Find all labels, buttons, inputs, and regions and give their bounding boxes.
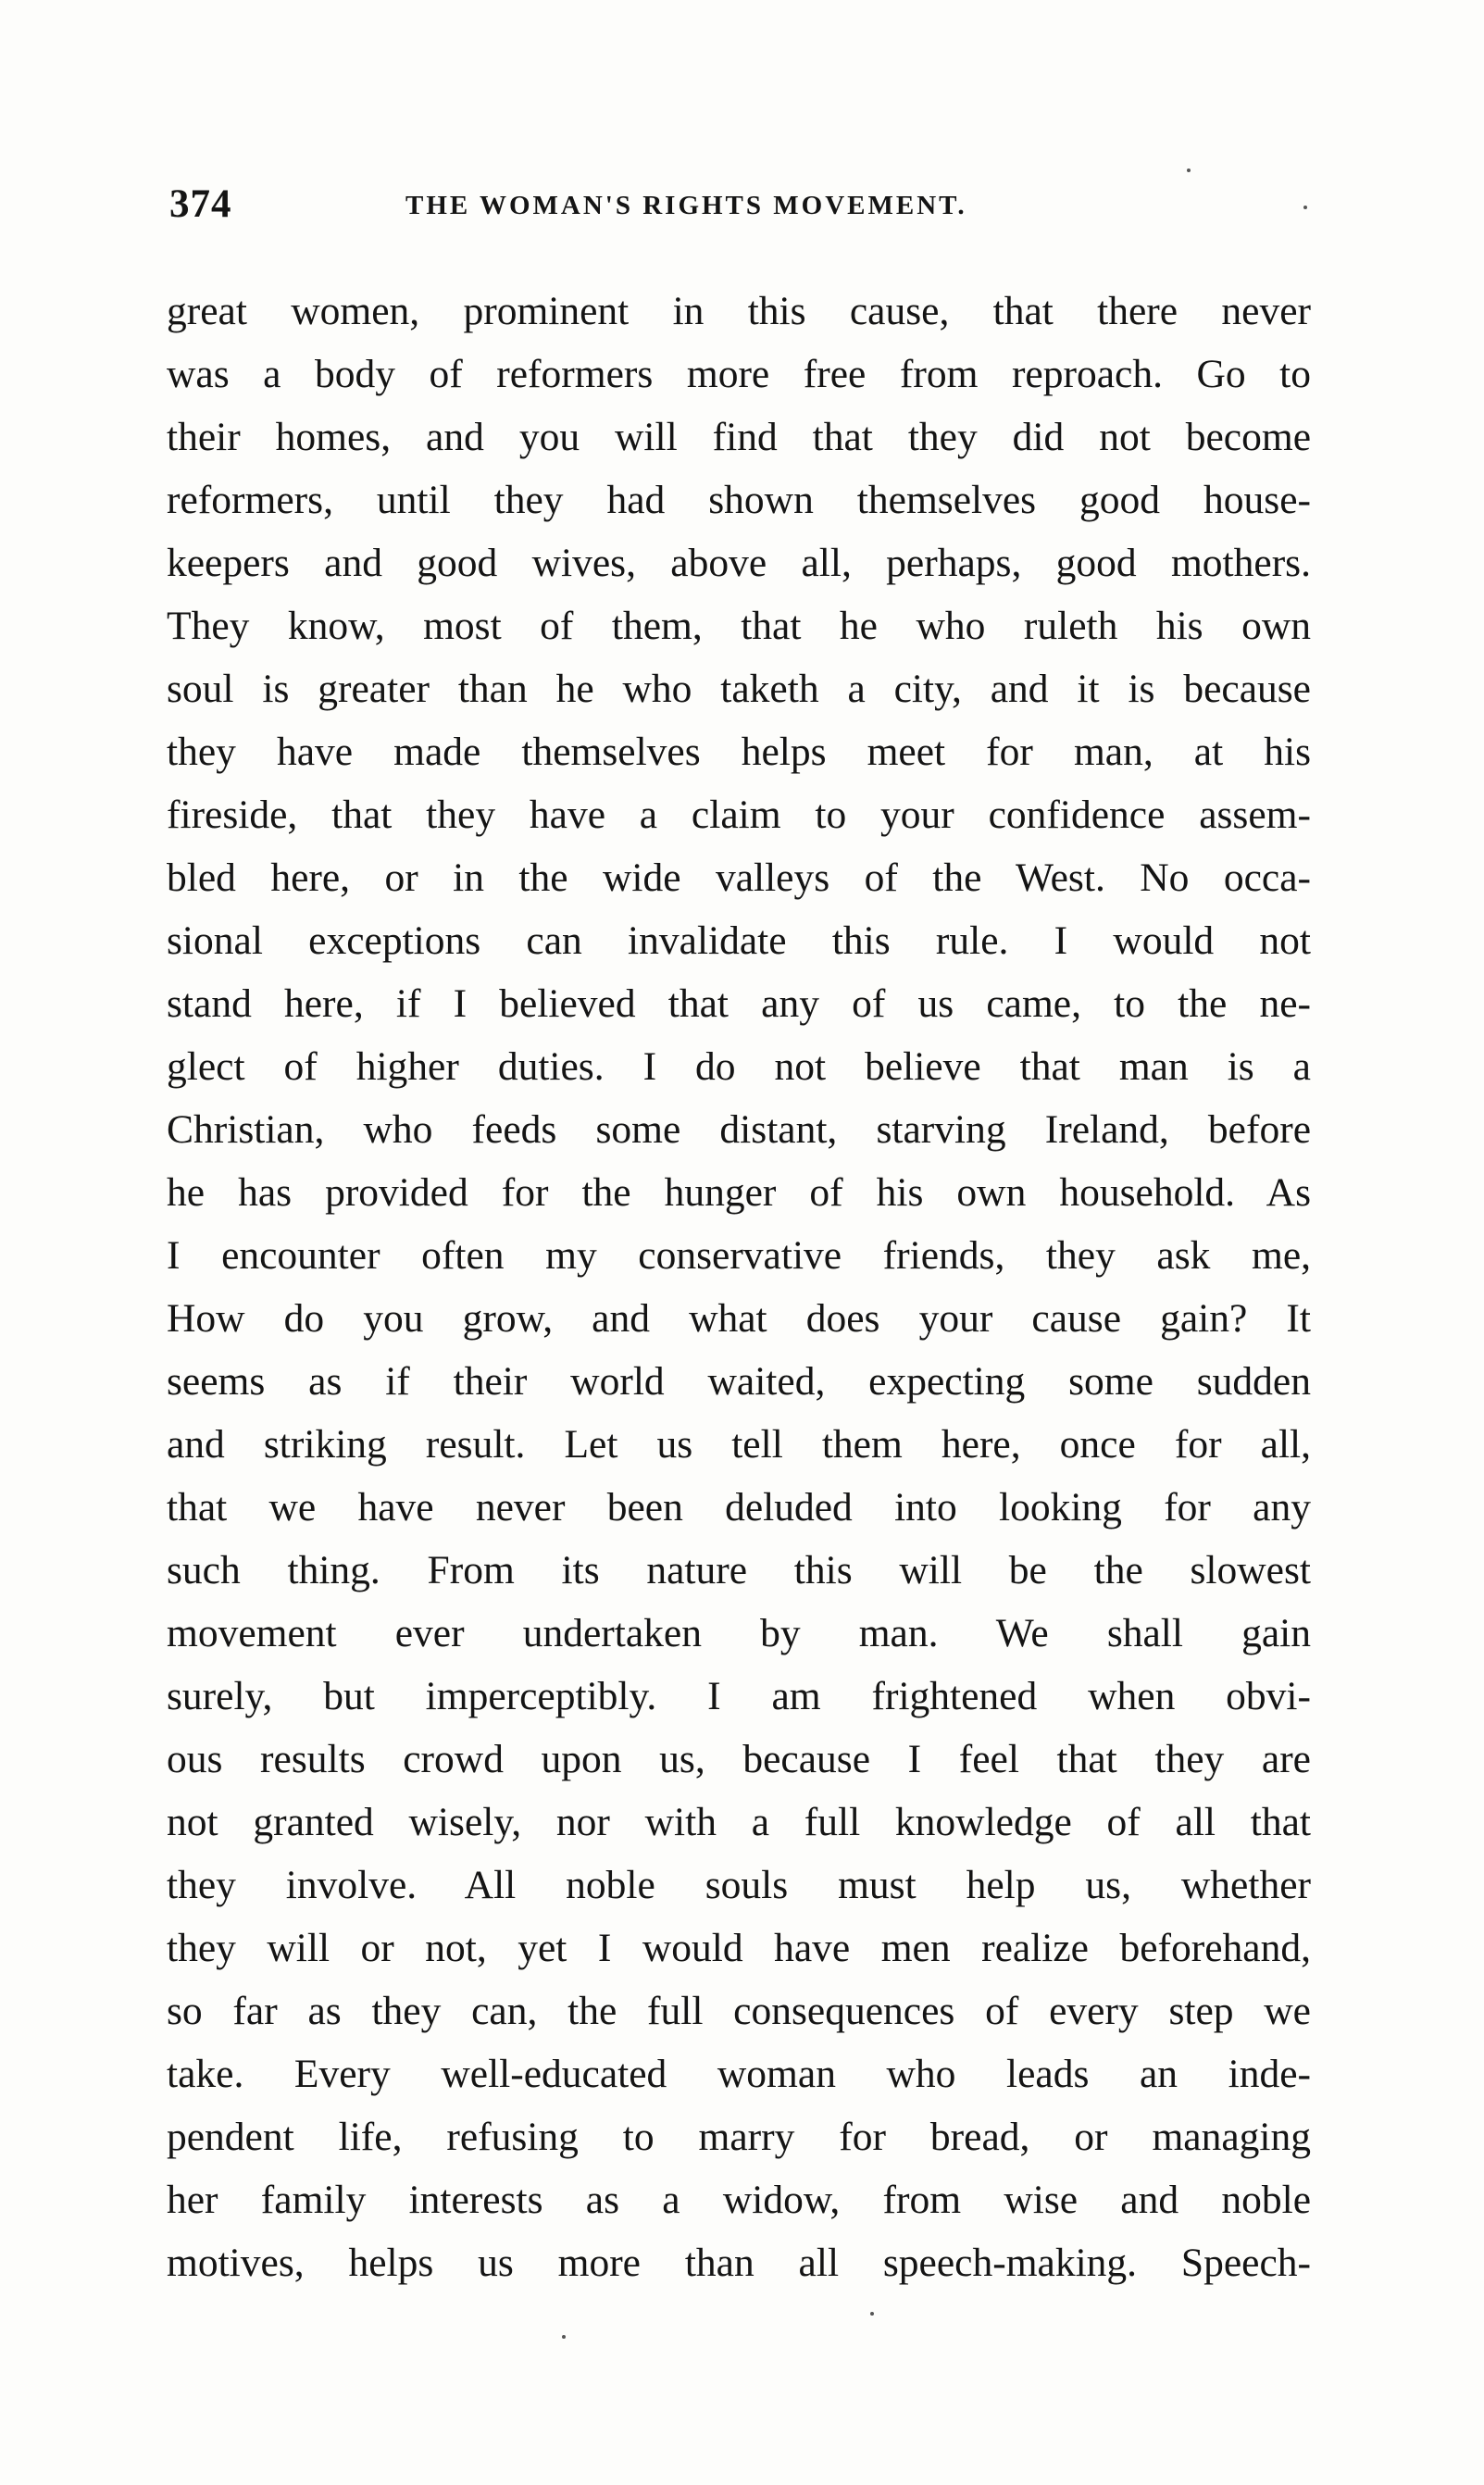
text-line: movement ever undertaken by man. We shall gain	[167, 1611, 1311, 1655]
print-speck	[1187, 169, 1191, 172]
text-line: keepers and good wives, above all, perhaps, good mothers.	[167, 541, 1311, 585]
page-number: 374	[169, 182, 232, 226]
text-line: They know, most of them, that he who ruleth his own	[167, 604, 1311, 648]
text-line: such thing. From its nature this will be the slowest	[167, 1548, 1311, 1592]
print-speck	[870, 2312, 874, 2316]
text-line: reformers, until they had shown themselves good house-	[167, 478, 1311, 522]
text-line: was a body of reformers more free from reproach. Go to	[167, 352, 1311, 396]
text-line: How do you grow, and what does your cause gain? It	[167, 1296, 1311, 1341]
text-line: seems as if their world waited, expecting some sudden	[167, 1359, 1311, 1404]
text-line: great women, prominent in this cause, that there never	[167, 289, 1311, 333]
text-line: they involve. All noble souls must help us, whether	[167, 1863, 1311, 1907]
running-head	[169, 181, 1317, 237]
text-line: pendent life, refusing to marry for bread, or managing	[167, 2115, 1311, 2159]
text-line: they will or not, yet I would have men realize beforehand,	[167, 1926, 1311, 1970]
print-speck	[1303, 206, 1307, 209]
text-line: bled here, or in the wide valleys of the West. No occa-	[167, 855, 1311, 900]
body-text	[167, 280, 1311, 2294]
text-line: surely, but imperceptibly. I am frightened when obvi-	[167, 1674, 1311, 1718]
text-line: take. Every well-educated woman who leads an inde-	[167, 2052, 1311, 2096]
running-title: THE WOMAN'S RIGHTS MOVEMENT.	[405, 191, 967, 220]
text-line: he has provided for the hunger of his own household. As	[167, 1170, 1311, 1215]
text-line: sional exceptions can invalidate this rule. I would not	[167, 918, 1311, 963]
text-line: stand here, if I believed that any of us came, to the ne-	[167, 981, 1311, 1026]
text-line: ous results crowd upon us, because I feel that they are	[167, 1737, 1311, 1781]
text-line: glect of higher duties. I do not believe that man is a	[167, 1044, 1311, 1089]
text-line: and striking result. Let us tell them here, once for all,	[167, 1422, 1311, 1467]
print-speck	[562, 2335, 566, 2339]
text-line: their homes, and you will find that they did not become	[167, 415, 1311, 459]
text-line: they have made themselves helps meet for man, at his	[167, 730, 1311, 774]
text-line: motives, helps us more than all speech-making. Speech-	[167, 2241, 1311, 2285]
text-line: I encounter often my conservative friends, they ask me,	[167, 1233, 1311, 1278]
text-line: not granted wisely, nor with a full knowledge of all that	[167, 1800, 1311, 1844]
text-line: her family interests as a widow, from wise and noble	[167, 2178, 1311, 2222]
text-line: soul is greater than he who taketh a city, and it is because	[167, 667, 1311, 711]
text-line: so far as they can, the full consequences of every step we	[167, 1989, 1311, 2033]
text-line: fireside, that they have a claim to your confidence assem-	[167, 793, 1311, 837]
text-line: Christian, who feeds some distant, starving Ireland, before	[167, 1107, 1311, 1152]
text-line: that we have never been deluded into looking for any	[167, 1485, 1311, 1530]
